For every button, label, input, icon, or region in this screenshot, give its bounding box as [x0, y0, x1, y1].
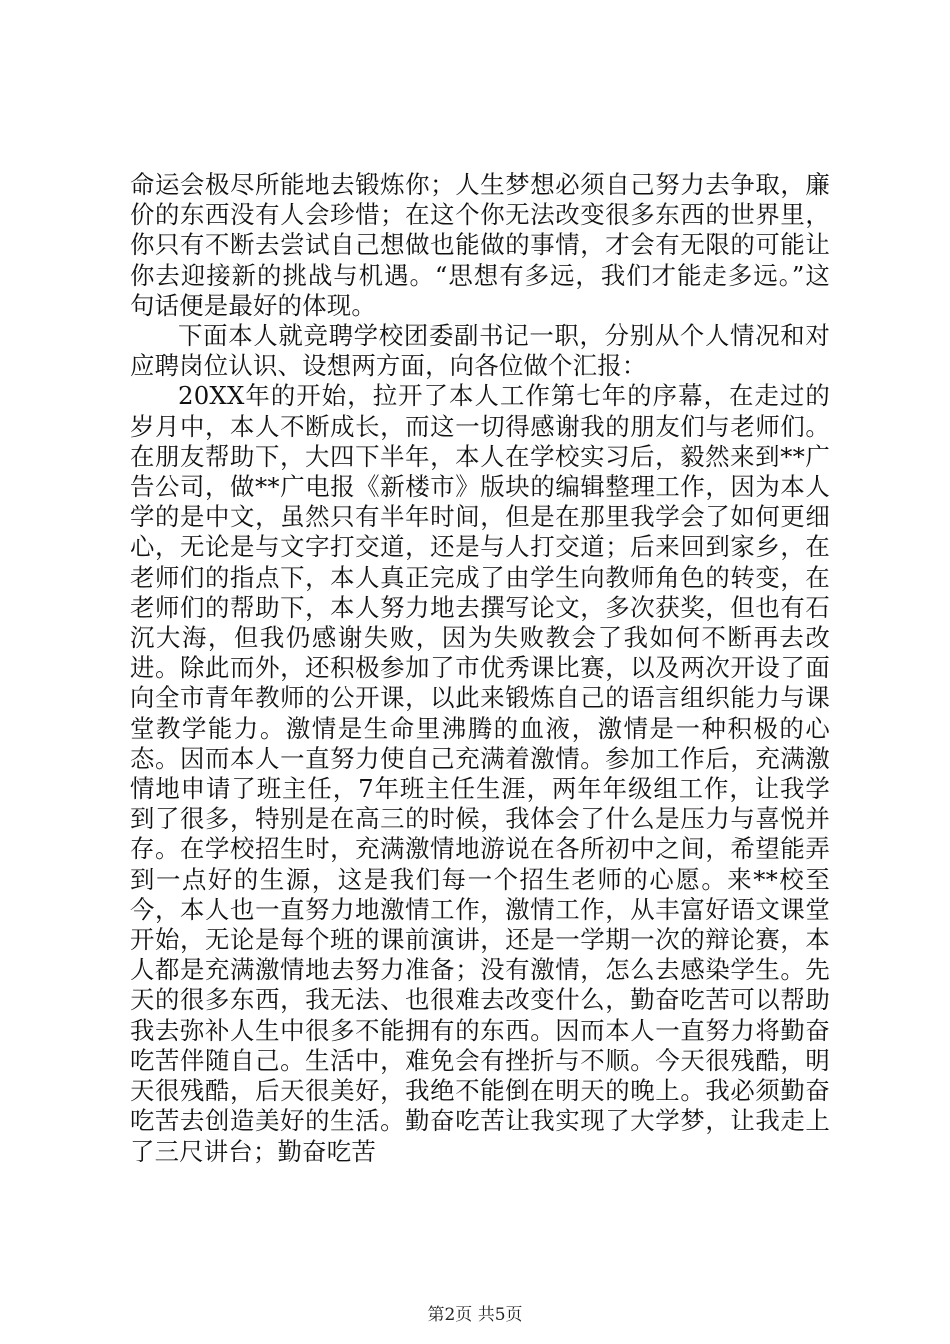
document-body	[130, 170, 830, 1167]
paragraph-3: 20XX年的开始，拉开了本人工作第七年的序幕，在走过的岁月中，本人不断成长，而这一切得感谢我的朋友们与老师们。在朋友帮助下，大四下半年，本人在学校实习后，毅然来到**广告公司，做**广电报《新楼市》版块的编辑整理工作，因为本人学的是中文，虽然只有半年时间，但是在那里我学会了如何更细心，无论是与文字打交道，还是与人打交道；后来回到家乡，在老师们的指点下，本人真正完成了由学生向教师角色的转变，在老师们的帮助下，本人努力地去撰写论文，多次获奖，但也有石沉大海，但我仍感谢失败，因为失败教会了我如何不断再去改进。除此而外，还积极参加了市优秀课比赛，以及两次开设了面向全市青年教师的公开课，以此来锻炼自己的语言组织能力与课堂教学能力。激情是生命里沸腾的血液，激情是一种积极的心态。因而本人一直努力使自己充满着激情。参加工作后，充满激情地申请了班主任，7年班主任生涯，两年年级组工作，让我学到了很多，特别是在高三的时候，我体会了什么是压力与喜悦并存。在学校招生时，充满激情地游说在各所初中之间，希望能弄到一点好的生源，这是我们每一个招生老师的心愿。来**校至今，本人也一直努力地激情工作，激情工作，从丰富好语文课堂开始，无论是每个班的课前演讲，还是一学期一次的辩论赛，本人都是充满激情地去努力准备；没有激情，怎么去感染学生。先天的很多东西，我无法、也很难去改变什么，勤奋吃苦可以帮助我去弥补人生中很多不能拥有的东西。因而本人一直努力将勤奋吃苦伴随自己。生活中，难免会有挫折与不顺。今天很残酷，明天很残酷，后天很美好，我绝不能倒在明天的晚上。我必须勤奋吃苦去创造美好的生活。勤奋吃苦让我实现了大学梦，让我走上了三尺讲台；勤奋吃苦	[130, 381, 830, 1166]
page-number-label: 第2页 共5页	[427, 1305, 523, 1325]
paragraph-1: 命运会极尽所能地去锻炼你；人生梦想必须自己努力去争取，廉价的东西没有人会珍惜；在这个你无法改变很多东西的世界里，你只有不断去尝试自己想做也能做的事情，才会有无限的可能让你去迎接新的挑战与机遇。“思想有多远，我们才能走多远。”这句话便是最好的体现。	[130, 170, 830, 320]
page-footer	[0, 1300, 950, 1325]
paragraph-2: 下面本人就竞聘学校团委副书记一职，分别从个人情况和对应聘岗位认识、设想两方面，向各位做个汇报：	[130, 321, 830, 381]
